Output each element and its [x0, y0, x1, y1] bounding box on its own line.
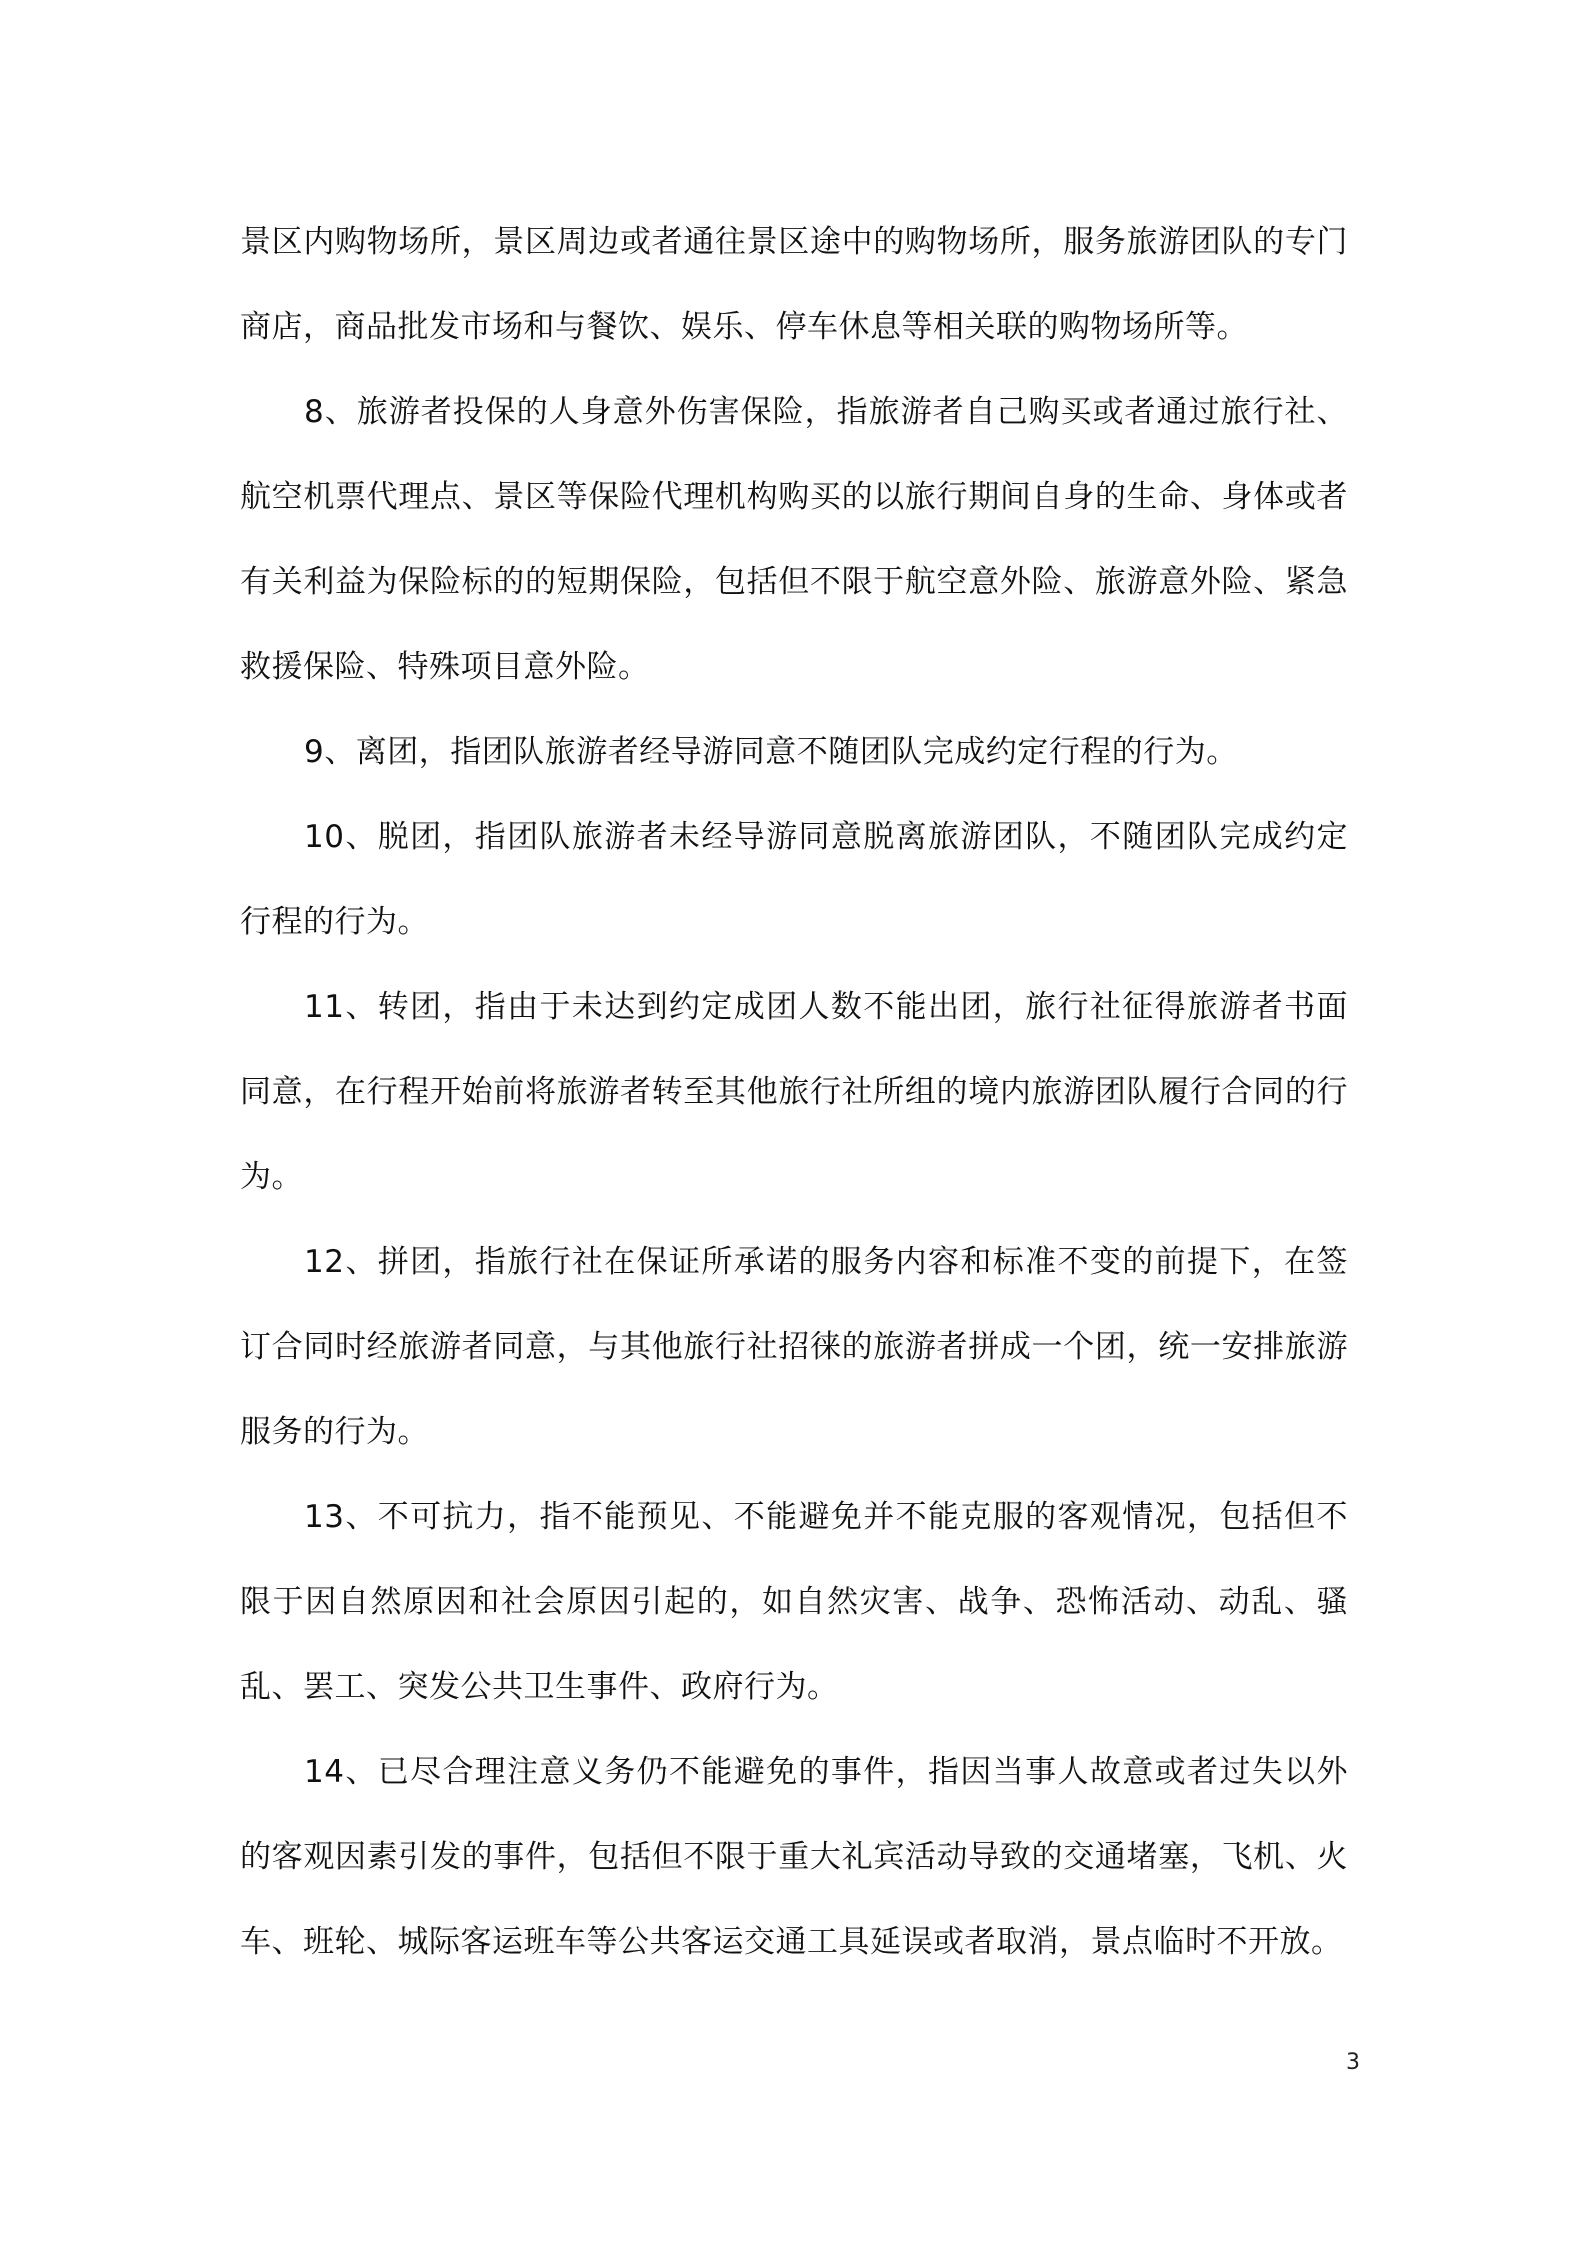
paragraph-continued: 景区内购物场所，景区周边或者通往景区途中的购物场所，服务旅游团队的专门商店，商品批发市场和与餐饮、娱乐、停车休息等相关联的购物场所等。	[240, 224, 1348, 345]
paragraph-item-10: 10、脱团，指团队旅游者未经导游同意脱离旅游团队，不随团队完成约定行程的行为。	[240, 819, 1348, 940]
document-body	[240, 200, 1348, 1985]
paragraph-item-9: 9、离团，指团队旅游者经导游同意不随团队完成约定行程的行为。	[304, 734, 1238, 770]
paragraph-item-14: 14、已尽合理注意义务仍不能避免的事件，指因当事人故意或者过失以外的客观因素引发的事件，包括但不限于重大礼宾活动导致的交通堵塞，飞机、火车、班轮、城际客运班车等公共客运交通工具延误或者取消，景点临时不开放。	[240, 1754, 1348, 1960]
paragraph-item-11: 11、转团，指由于未达到约定成团人数不能出团，旅行社征得旅游者书面同意，在行程开始前将旅游者转至其他旅行社所组的境内旅游团队履行合同的行为。	[240, 989, 1348, 1195]
paragraph-item-13: 13、不可抗力，指不能预见、不能避免并不能克服的客观情况，包括但不限于因自然原因和社会原因引起的，如自然灾害、战争、恐怖活动、动乱、骚乱、罢工、突发公共卫生事件、政府行为。	[240, 1499, 1348, 1705]
paragraph-item-8: 8、旅游者投保的人身意外伤害保险，指旅游者自己购买或者通过旅行社、航空机票代理点、景区等保险代理机构购买的以旅行期间自身的生命、身体或者有关利益为保险标的的短期保险，包括但不限于航空意外险、旅游意外险、紧急救援保险、特殊项目意外险。	[240, 394, 1348, 685]
paragraph-item-12: 12、拼团，指旅行社在保证所承诺的服务内容和标准不变的前提下，在签订合同时经旅游者同意，与其他旅行社招徕的旅游者拼成一个团，统一安排旅游服务的行为。	[240, 1244, 1348, 1450]
page-number: 3	[1346, 2050, 1360, 2075]
